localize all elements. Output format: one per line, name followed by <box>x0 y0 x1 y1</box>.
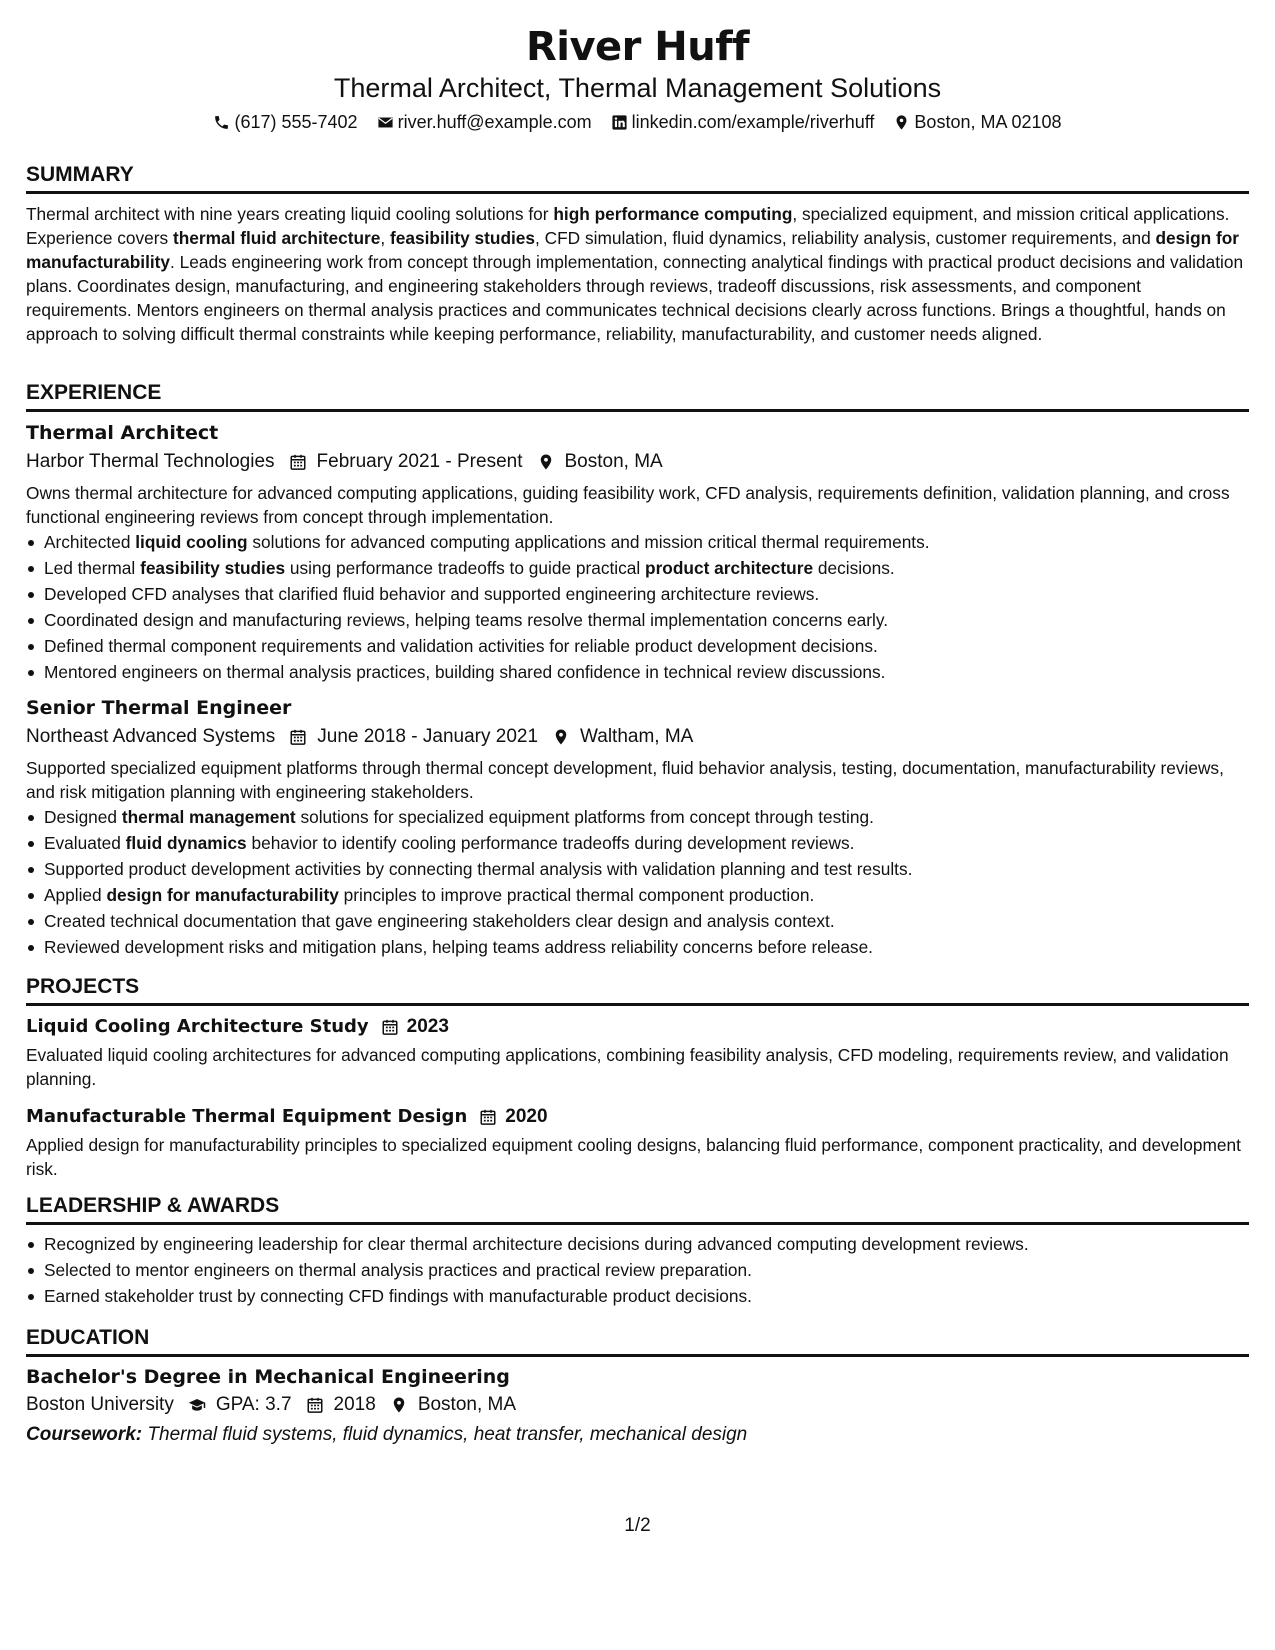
text-run: solutions for advanced computing applications and mission critical thermal requirements. <box>247 532 930 552</box>
bullet-item <box>44 581 1249 607</box>
section-title: EDUCATION <box>26 1325 1249 1357</box>
map-pin-icon <box>390 1396 408 1414</box>
job-location: Boston, MA <box>564 451 663 472</box>
text-run: principles to improve practical thermal component production. <box>338 885 815 905</box>
bold-keyword: design for manufacturability <box>26 228 1240 272</box>
envelope-icon <box>377 114 394 131</box>
project-title-row <box>26 1014 1249 1040</box>
project-title: Manufacturable Thermal Equipment Design <box>26 1106 468 1127</box>
leadership-list <box>26 1231 1249 1309</box>
map-pin-icon <box>893 114 910 131</box>
map-pin-icon <box>537 453 555 471</box>
bullet-item <box>44 633 1249 659</box>
bullet-item <box>44 659 1249 685</box>
calendar-icon <box>306 1396 324 1414</box>
map-pin-icon <box>552 728 570 746</box>
section-title: PROJECTS <box>26 974 1249 1006</box>
calendar-icon <box>479 1108 497 1126</box>
bullet-item: Earned stakeholder trust by connecting CFD findings with manufacturable product decisions. <box>44 1283 1249 1309</box>
phone-icon <box>213 114 230 131</box>
text-run: . Leads engineering work from concept through implementation, connecting analytical findings with practical product decisions and validation plans. Coordinates design, manufacturing, and engineering stakeholders through reviews, tradeoff discussions, risk assessments, and component requirements. Mentors engineers on thermal analysis practices and communicates technical decisions clearly across functions. Brings a thoughtful, hands on approach to solving difficult thermal constraints while keeping performance, reliability, manufacturability, and customer needs aligned. <box>26 252 1244 344</box>
text-run: Defined thermal component requirements and validation activities for reliable product development decisions. <box>44 636 878 656</box>
bold-keyword: high performance computing <box>553 204 793 224</box>
text-run: Created technical documentation that gave engineering stakeholders clear design and analysis context. <box>44 911 835 931</box>
text-run: Designed <box>44 807 122 827</box>
job-bullets <box>26 804 1249 960</box>
contact-linkedin[interactable] <box>611 110 875 134</box>
text-run: , CFD simulation, fluid dynamics, reliability analysis, customer requirements, and <box>535 228 1156 248</box>
text-run: Mentored engineers on thermal analysis practices, building shared confidence in technical review discussions. <box>44 662 886 682</box>
section-title: EXPERIENCE <box>26 380 1249 412</box>
candidate-name: River Huff <box>525 24 750 70</box>
job-location: Waltham, MA <box>580 726 694 747</box>
bold-keyword: thermal fluid architecture <box>172 228 381 248</box>
bullet-item <box>44 607 1249 633</box>
bullet-item <box>44 830 1249 856</box>
school-location: Boston, MA <box>417 1394 517 1415</box>
job-bullets <box>26 529 1249 685</box>
bullet-item <box>44 856 1249 882</box>
text-run: decisions. <box>813 558 895 578</box>
project-entry <box>26 1104 1249 1181</box>
headline: Thermal Architect, Thermal Management Solutions <box>333 73 942 103</box>
education-section <box>26 1325 1249 1448</box>
bullet-item <box>44 908 1249 934</box>
job-dates: June 2018 - January 2021 <box>317 726 539 747</box>
projects-section <box>26 974 1249 1181</box>
job-title: Senior Thermal Engineer <box>26 697 292 719</box>
project-description: Evaluated liquid cooling architectures for advanced computing applications, combining feasibility analysis, CFD modeling, requirements review, and validation planning. <box>26 1045 1229 1089</box>
job-meta <box>26 724 1249 750</box>
leadership-section <box>26 1193 1249 1309</box>
job-entry <box>26 420 1249 685</box>
job-entry <box>26 695 1249 960</box>
text-run: Reviewed development risks and mitigation plans, helping teams address reliability concerns before release. <box>44 937 873 957</box>
text-run: Thermal architect with nine years creating liquid cooling solutions for <box>26 204 554 224</box>
bullet-item <box>44 804 1249 830</box>
company-name: Harbor Thermal Technologies <box>26 451 275 472</box>
project-year: 2023 <box>406 1016 449 1037</box>
coursework-label: Coursework: <box>26 1424 143 1445</box>
degree-title: Bachelor's Degree in Mechanical Engineering <box>26 1366 510 1388</box>
text-run: Evaluated <box>44 833 126 853</box>
contact-phone <box>213 110 357 134</box>
project-title: Liquid Cooling Architecture Study <box>26 1016 369 1037</box>
bold-keyword: product architecture <box>645 558 814 578</box>
education-meta <box>26 1392 1249 1418</box>
experience-section <box>26 380 1249 960</box>
resume-page <box>26 0 1249 1650</box>
bullet-item <box>44 882 1249 908</box>
text-run: solutions for specialized equipment platforms from concept through testing. <box>295 807 874 827</box>
text-run: using performance tradeoffs to guide practical <box>285 558 646 578</box>
section-title: SUMMARY <box>26 162 1249 194</box>
text-run: Architected <box>44 532 136 552</box>
coursework-text: Thermal fluid systems, fluid dynamics, heat transfer, mechanical design <box>147 1424 748 1445</box>
text-run: Applied <box>44 885 107 905</box>
bold-keyword: thermal management <box>121 807 296 827</box>
bold-keyword: feasibility studies <box>390 228 536 248</box>
coursework-line <box>26 1422 1249 1448</box>
phone-text: (617) 555-7402 <box>234 112 358 132</box>
job-summary: Owns thermal architecture for advanced computing applications, guiding feasibility work, CFD analysis, requirements definition, validation planning, and cross functional engineering reviews from concept through implementation. <box>26 483 1230 527</box>
contact-email[interactable] <box>377 110 592 134</box>
linkedin-icon <box>611 114 628 131</box>
bold-keyword: design for manufacturability <box>106 885 339 905</box>
section-title: LEADERSHIP & AWARDS <box>26 1193 1249 1225</box>
bullet-item: Selected to mentor engineers on thermal analysis practices and practical review preparation. <box>44 1257 1249 1283</box>
page-number: 1/2 <box>624 1515 651 1536</box>
summary-text <box>26 202 1249 346</box>
bold-keyword: fluid dynamics <box>125 833 247 853</box>
text-run: , specialized equipment, and mission critical applications. Experience covers <box>26 204 1230 248</box>
job-title: Thermal Architect <box>26 422 219 444</box>
bullet-item: Recognized by engineering leadership for clear thermal architecture decisions during advanced computing development reviews. <box>44 1231 1249 1257</box>
text-run: behavior to identify cooling performance tradeoffs during development reviews. <box>246 833 855 853</box>
gpa: GPA: 3.7 <box>215 1394 292 1415</box>
graduation-cap-icon <box>188 1396 206 1414</box>
company-name: Northeast Advanced Systems <box>26 726 276 747</box>
location-text: Boston, MA 02108 <box>914 112 1062 132</box>
email-text[interactable]: river.huff@example.com <box>397 112 592 132</box>
bullet-item <box>44 555 1249 581</box>
calendar-icon <box>289 453 307 471</box>
bullet-item <box>44 529 1249 555</box>
job-meta <box>26 449 1249 475</box>
project-entry <box>26 1014 1249 1091</box>
contact-bar <box>26 110 1249 137</box>
contact-location <box>893 110 1061 134</box>
text-run: Developed CFD analyses that clarified fluid behavior and supported engineering architecture reviews. <box>44 584 820 604</box>
text-run: Led thermal <box>44 558 141 578</box>
bold-keyword: liquid cooling <box>135 532 248 552</box>
job-dates: February 2021 - Present <box>316 451 523 472</box>
job-summary: Supported specialized equipment platforms through thermal concept development, fluid behavior analysis, testing, documentation, manufacturability reviews, and risk mitigation planning with engineering stakeholders. <box>26 758 1224 802</box>
linkedin-text[interactable]: linkedin.com/example/riverhuff <box>631 112 875 132</box>
text-run: Coordinated design and manufacturing reviews, helping teams resolve thermal implementation concerns early. <box>44 610 889 630</box>
project-year: 2020 <box>505 1106 548 1127</box>
graduation-year: 2018 <box>333 1394 376 1415</box>
project-description: Applied design for manufacturability principles to specialized equipment cooling designs, balancing fluid performance, component practicality, and development risk. <box>26 1135 1241 1179</box>
school-name: Boston University <box>26 1394 174 1415</box>
calendar-icon <box>289 728 307 746</box>
project-title-row <box>26 1104 1249 1130</box>
text-run: Supported product development activities by connecting thermal analysis with validation planning and test results. <box>44 859 913 879</box>
text-run: , <box>380 228 391 248</box>
bullet-item <box>44 934 1249 960</box>
calendar-icon <box>381 1018 399 1036</box>
summary-section <box>26 162 1249 346</box>
bold-keyword: feasibility studies <box>140 558 286 578</box>
